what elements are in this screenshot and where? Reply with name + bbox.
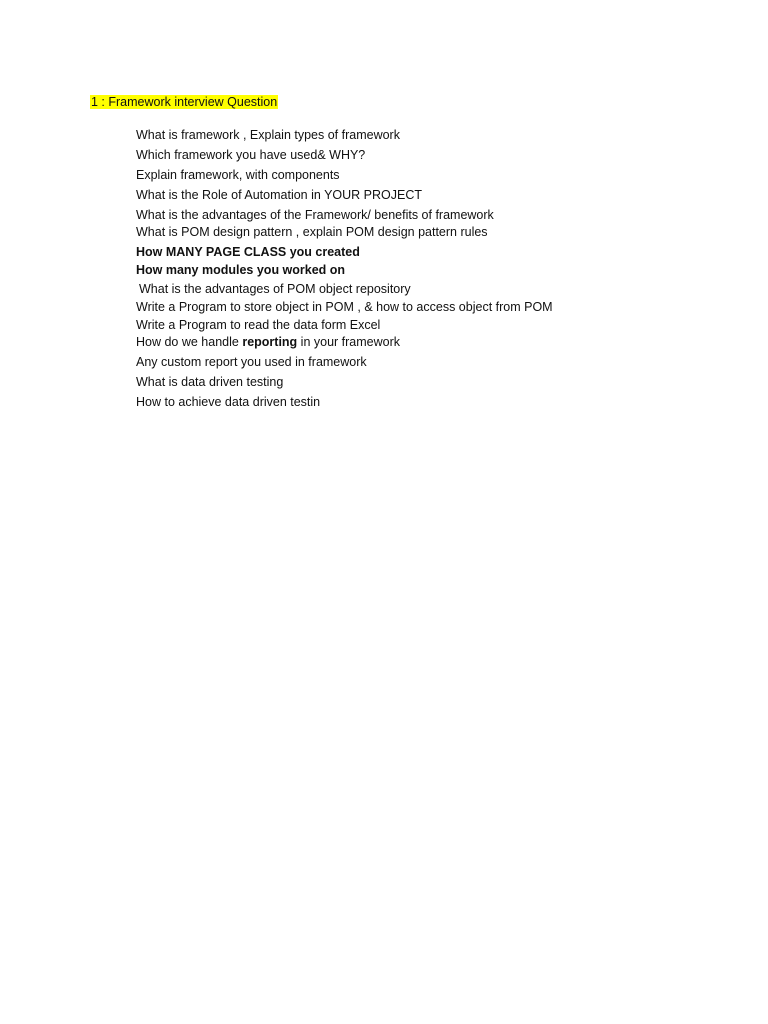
list-item-text: Write a Program to store object in POM , & how to access object from POM — [136, 300, 553, 314]
list-item-text: What is data driven testing — [136, 375, 284, 389]
list-item-text: Any custom report you used in framework — [136, 355, 367, 369]
list-item-text: What is POM design pattern , explain POM design pattern rules — [136, 225, 488, 239]
list-item-text: Write a Program to read the data form Excel — [136, 318, 381, 332]
list-item-text — [136, 334, 400, 350]
list-item-text: What is the advantages of the Framework/ benefits of framework — [136, 208, 494, 222]
list-item-text: Which framework you have used& WHY? — [136, 148, 366, 162]
list-item-text: How to achieve data driven testin — [136, 395, 321, 409]
bold-keyword: reporting — [242, 335, 298, 349]
list-item-text: What is the Role of Automation in YOUR PROJECT — [136, 188, 422, 202]
list-item-text: Explain framework, with components — [136, 168, 340, 182]
list-item-text: How MANY PAGE CLASS you created — [136, 245, 360, 259]
highlighted-heading-text: 1 : Framework interview Question — [91, 95, 278, 109]
list-item-text-before: How do we handle — [136, 335, 243, 349]
list-item-text: How many modules you worked on — [136, 263, 346, 277]
list-item-text: What is framework , Explain types of framework — [136, 128, 400, 142]
list-item-text-after: in your framework — [297, 335, 400, 349]
list-item-text: What is the advantages of POM object repository — [139, 282, 411, 296]
